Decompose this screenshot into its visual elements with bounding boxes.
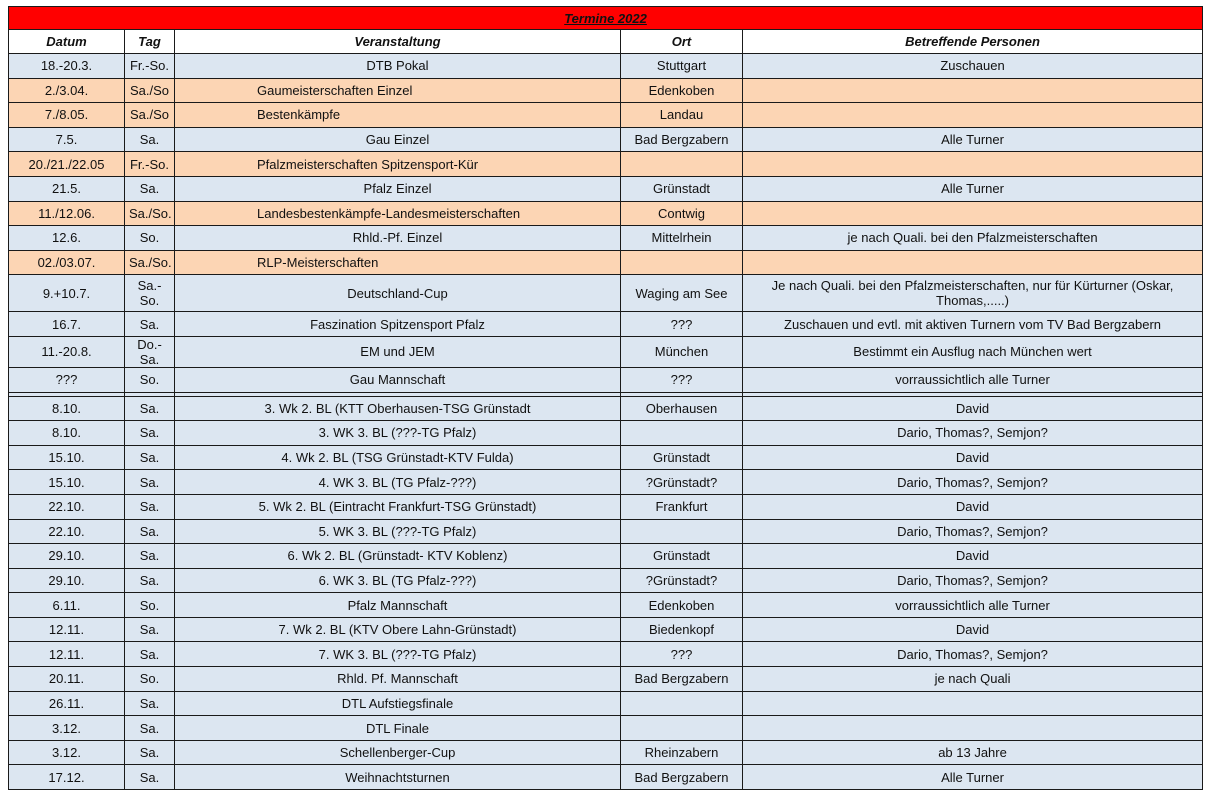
cell-tag: So. <box>125 367 175 392</box>
cell-ort: ??? <box>621 642 743 667</box>
cell-veranstaltung: 6. Wk 2. BL (Grünstadt- KTV Koblenz) <box>175 544 621 569</box>
schedule-table <box>8 6 1203 790</box>
cell-veranstaltung: Gaumeisterschaften Einzel <box>175 78 621 103</box>
cell-ort <box>621 716 743 741</box>
cell-ort <box>621 519 743 544</box>
table-row <box>9 470 1203 495</box>
cell-personen: Zuschauen <box>743 54 1203 79</box>
cell-personen <box>743 250 1203 275</box>
table-row <box>9 152 1203 177</box>
cell-veranstaltung: Rhld. Pf. Mannschaft <box>175 667 621 692</box>
column-header-personen: Betreffende Personen <box>743 30 1203 54</box>
table-row <box>9 494 1203 519</box>
cell-ort: Oberhausen <box>621 396 743 421</box>
cell-datum: 22.10. <box>9 494 125 519</box>
cell-veranstaltung: Weihnachtsturnen <box>175 765 621 790</box>
cell-datum: 2./3.04. <box>9 78 125 103</box>
cell-datum: 15.10. <box>9 470 125 495</box>
cell-veranstaltung: Pfalzmeisterschaften Spitzensport-Kür <box>175 152 621 177</box>
cell-tag: Sa. <box>125 396 175 421</box>
table-row <box>9 617 1203 642</box>
cell-ort: Mittelrhein <box>621 226 743 251</box>
cell-tag: Sa. <box>125 765 175 790</box>
cell-veranstaltung: Bestenkämpfe <box>175 103 621 128</box>
cell-ort <box>621 250 743 275</box>
cell-ort: Landau <box>621 103 743 128</box>
table-row <box>9 544 1203 569</box>
cell-tag: Sa. <box>125 445 175 470</box>
table-row <box>9 716 1203 741</box>
cell-personen: Je nach Quali. bei den Pfalzmeisterschaften, nur für Kürturner (Oskar, Thomas,.....) <box>743 275 1203 312</box>
table-row <box>9 593 1203 618</box>
cell-tag: Sa./So <box>125 78 175 103</box>
cell-veranstaltung: 3. Wk 2. BL (KTT Oberhausen-TSG Grünstadt <box>175 396 621 421</box>
cell-ort: Edenkoben <box>621 78 743 103</box>
cell-ort: Biedenkopf <box>621 617 743 642</box>
cell-personen: David <box>743 617 1203 642</box>
cell-ort: Bad Bergzabern <box>621 765 743 790</box>
cell-ort: Grünstadt <box>621 544 743 569</box>
table-row <box>9 421 1203 446</box>
cell-tag: Do.-Sa. <box>125 336 175 367</box>
cell-ort: Bad Bergzabern <box>621 667 743 692</box>
table-row <box>9 568 1203 593</box>
cell-ort: Grünstadt <box>621 445 743 470</box>
cell-datum: 8.10. <box>9 396 125 421</box>
table-row <box>9 312 1203 337</box>
cell-tag: Sa. <box>125 642 175 667</box>
table-row <box>9 250 1203 275</box>
cell-veranstaltung: DTL Aufstiegsfinale <box>175 691 621 716</box>
cell-datum: 12.11. <box>9 617 125 642</box>
cell-personen: Dario, Thomas?, Semjon? <box>743 519 1203 544</box>
cell-datum: 16.7. <box>9 312 125 337</box>
table-row <box>9 176 1203 201</box>
cell-veranstaltung: 4. WK 3. BL (TG Pfalz-???) <box>175 470 621 495</box>
cell-datum: 11./12.06. <box>9 201 125 226</box>
cell-datum: 17.12. <box>9 765 125 790</box>
table-row <box>9 519 1203 544</box>
table-row <box>9 367 1203 392</box>
cell-tag: Sa. <box>125 421 175 446</box>
cell-tag: Sa. <box>125 312 175 337</box>
cell-veranstaltung: 4. Wk 2. BL (TSG Grünstadt-KTV Fulda) <box>175 445 621 470</box>
cell-personen: vorraussichtlich alle Turner <box>743 593 1203 618</box>
cell-personen: Dario, Thomas?, Semjon? <box>743 470 1203 495</box>
cell-veranstaltung: DTL Finale <box>175 716 621 741</box>
cell-personen: David <box>743 494 1203 519</box>
column-header-veranstaltung: Veranstaltung <box>175 30 621 54</box>
cell-datum: 3.12. <box>9 716 125 741</box>
cell-veranstaltung: Gau Mannschaft <box>175 367 621 392</box>
cell-tag: So. <box>125 226 175 251</box>
cell-datum: 20.11. <box>9 667 125 692</box>
cell-datum: 22.10. <box>9 519 125 544</box>
column-header-datum: Datum <box>9 30 125 54</box>
cell-personen: Alle Turner <box>743 176 1203 201</box>
table-row <box>9 78 1203 103</box>
cell-ort <box>621 421 743 446</box>
cell-datum: 6.11. <box>9 593 125 618</box>
cell-datum: 02./03.07. <box>9 250 125 275</box>
table-row <box>9 667 1203 692</box>
cell-ort: Frankfurt <box>621 494 743 519</box>
title-row <box>9 7 1203 30</box>
cell-datum: 12.11. <box>9 642 125 667</box>
cell-tag: Sa./So. <box>125 201 175 226</box>
cell-datum: 8.10. <box>9 421 125 446</box>
cell-personen: Alle Turner <box>743 765 1203 790</box>
cell-personen: Bestimmt ein Ausflug nach München wert <box>743 336 1203 367</box>
cell-ort: Edenkoben <box>621 593 743 618</box>
cell-ort: ?Grünstadt? <box>621 568 743 593</box>
cell-veranstaltung: Faszination Spitzensport Pfalz <box>175 312 621 337</box>
table-row <box>9 226 1203 251</box>
table-row <box>9 445 1203 470</box>
cell-veranstaltung: EM und JEM <box>175 336 621 367</box>
cell-veranstaltung: 7. WK 3. BL (???-TG Pfalz) <box>175 642 621 667</box>
cell-tag: Sa. <box>125 617 175 642</box>
table-row <box>9 740 1203 765</box>
cell-ort: ??? <box>621 367 743 392</box>
cell-personen <box>743 103 1203 128</box>
cell-datum: 29.10. <box>9 544 125 569</box>
cell-veranstaltung: Pfalz Mannschaft <box>175 593 621 618</box>
cell-ort <box>621 691 743 716</box>
table-row <box>9 127 1203 152</box>
cell-datum: 29.10. <box>9 568 125 593</box>
cell-veranstaltung: Pfalz Einzel <box>175 176 621 201</box>
cell-tag: Sa. <box>125 568 175 593</box>
cell-tag: Sa. <box>125 127 175 152</box>
cell-veranstaltung: DTB Pokal <box>175 54 621 79</box>
cell-tag: Sa. <box>125 544 175 569</box>
cell-tag: Sa.-So. <box>125 275 175 312</box>
cell-veranstaltung: 5. Wk 2. BL (Eintracht Frankfurt-TSG Grünstadt) <box>175 494 621 519</box>
cell-tag: Fr.-So. <box>125 54 175 79</box>
cell-datum: 7./8.05. <box>9 103 125 128</box>
cell-tag: Sa. <box>125 716 175 741</box>
table-row <box>9 275 1203 312</box>
cell-veranstaltung: Deutschland-Cup <box>175 275 621 312</box>
cell-ort: ?Grünstadt? <box>621 470 743 495</box>
cell-ort: Grünstadt <box>621 176 743 201</box>
cell-ort: Bad Bergzabern <box>621 127 743 152</box>
cell-tag: Sa./So. <box>125 250 175 275</box>
cell-veranstaltung: Gau Einzel <box>175 127 621 152</box>
cell-personen <box>743 152 1203 177</box>
cell-personen: je nach Quali <box>743 667 1203 692</box>
cell-ort: Contwig <box>621 201 743 226</box>
cell-veranstaltung: 5. WK 3. BL (???-TG Pfalz) <box>175 519 621 544</box>
cell-ort: Stuttgart <box>621 54 743 79</box>
table-row <box>9 642 1203 667</box>
table-title: Termine 2022 <box>9 7 1203 30</box>
cell-personen: Dario, Thomas?, Semjon? <box>743 642 1203 667</box>
cell-ort: Waging am See <box>621 275 743 312</box>
table-row <box>9 336 1203 367</box>
column-header-ort: Ort <box>621 30 743 54</box>
cell-personen: ab 13 Jahre <box>743 740 1203 765</box>
column-header-tag: Tag <box>125 30 175 54</box>
cell-personen: Alle Turner <box>743 127 1203 152</box>
cell-datum: 7.5. <box>9 127 125 152</box>
cell-datum: 21.5. <box>9 176 125 201</box>
cell-ort: ??? <box>621 312 743 337</box>
cell-personen: Dario, Thomas?, Semjon? <box>743 568 1203 593</box>
cell-personen <box>743 201 1203 226</box>
cell-tag: Sa./So <box>125 103 175 128</box>
cell-datum: 9.+10.7. <box>9 275 125 312</box>
cell-tag: Fr.-So. <box>125 152 175 177</box>
cell-datum: 18.-20.3. <box>9 54 125 79</box>
table-row <box>9 103 1203 128</box>
cell-tag: Sa. <box>125 740 175 765</box>
cell-personen: David <box>743 445 1203 470</box>
cell-personen <box>743 716 1203 741</box>
table-row <box>9 691 1203 716</box>
cell-veranstaltung: 3. WK 3. BL (???-TG Pfalz) <box>175 421 621 446</box>
cell-tag: So. <box>125 667 175 692</box>
cell-tag: Sa. <box>125 691 175 716</box>
cell-tag: Sa. <box>125 494 175 519</box>
table-body <box>9 54 1203 790</box>
table-row <box>9 201 1203 226</box>
cell-veranstaltung: 7. Wk 2. BL (KTV Obere Lahn-Grünstadt) <box>175 617 621 642</box>
cell-personen: je nach Quali. bei den Pfalzmeisterschaften <box>743 226 1203 251</box>
table-row <box>9 54 1203 79</box>
cell-personen: David <box>743 396 1203 421</box>
cell-veranstaltung: Rhld.-Pf. Einzel <box>175 226 621 251</box>
schedule-sheet <box>8 6 1202 790</box>
cell-personen: Zuschauen und evtl. mit aktiven Turnern vom TV Bad Bergzabern <box>743 312 1203 337</box>
cell-datum: 11.-20.8. <box>9 336 125 367</box>
cell-datum: 12.6. <box>9 226 125 251</box>
cell-ort: München <box>621 336 743 367</box>
cell-datum: 20./21./22.05 <box>9 152 125 177</box>
cell-personen: David <box>743 544 1203 569</box>
cell-tag: Sa. <box>125 176 175 201</box>
cell-personen <box>743 691 1203 716</box>
cell-datum: 26.11. <box>9 691 125 716</box>
cell-veranstaltung: 6. WK 3. BL (TG Pfalz-???) <box>175 568 621 593</box>
header-row <box>9 30 1203 54</box>
table-row <box>9 396 1203 421</box>
cell-datum: 3.12. <box>9 740 125 765</box>
cell-datum: 15.10. <box>9 445 125 470</box>
cell-veranstaltung: Landesbestenkämpfe-Landesmeisterschaften <box>175 201 621 226</box>
cell-tag: Sa. <box>125 470 175 495</box>
cell-tag: Sa. <box>125 519 175 544</box>
cell-veranstaltung: RLP-Meisterschaften <box>175 250 621 275</box>
cell-personen: vorraussichtlich alle Turner <box>743 367 1203 392</box>
cell-veranstaltung: Schellenberger-Cup <box>175 740 621 765</box>
cell-personen <box>743 78 1203 103</box>
cell-tag: So. <box>125 593 175 618</box>
table-row <box>9 765 1203 790</box>
cell-datum: ??? <box>9 367 125 392</box>
cell-ort: Rheinzabern <box>621 740 743 765</box>
cell-personen: Dario, Thomas?, Semjon? <box>743 421 1203 446</box>
cell-ort <box>621 152 743 177</box>
